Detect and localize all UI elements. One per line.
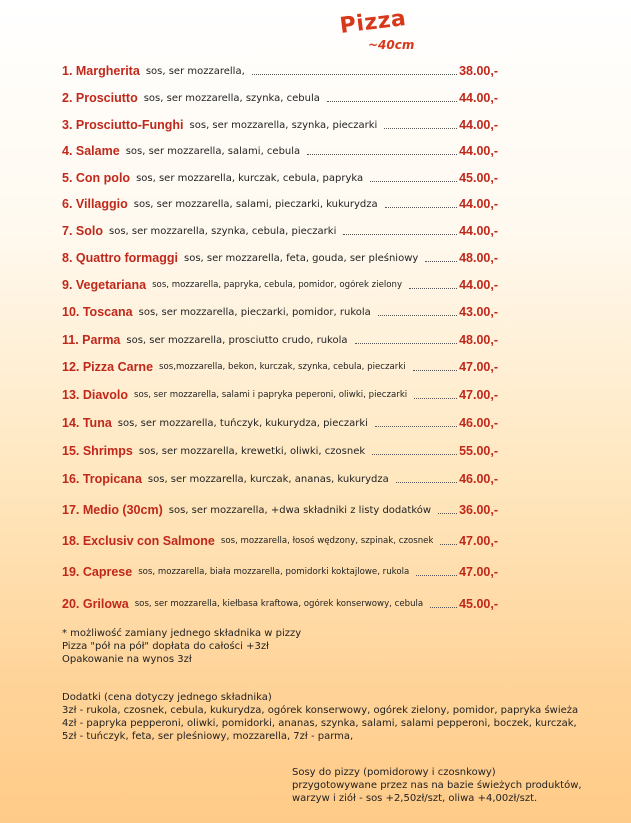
sauces-line: przygotowywane przez nas na bazie świeżych produktów,: [292, 780, 582, 791]
menu-item-description: sos, ser mozzarella, prosciutto crudo, rukola: [126, 334, 348, 346]
menu-item-name: 11. Parma: [62, 333, 121, 347]
menu-item-row: [62, 194, 498, 214]
menu-item-description: sos, ser mozzarella, +dwa składniki z listy dodatków: [168, 504, 432, 516]
menu-item-row: [62, 413, 498, 433]
menu-item-row: [62, 88, 498, 108]
dotted-leader: [413, 370, 457, 371]
dotted-leader: [414, 398, 457, 399]
menu-item-price: 44.00,-: [459, 118, 498, 132]
menu-item-name: 9. Vegetariana: [62, 278, 147, 292]
note-line: * możliwość zamiany jednego składnika w pizzy: [62, 628, 302, 639]
menu-item-price: 47.00,-: [459, 360, 498, 374]
menu-item-row: [62, 302, 498, 322]
extras-section: [62, 691, 622, 743]
menu-item-row: [62, 531, 498, 551]
page-title: Pizza: [338, 5, 408, 39]
menu-item-price: 44.00,-: [459, 197, 498, 211]
menu-item-name: 3. Prosciutto-Funghi: [62, 118, 184, 132]
dotted-leader: [440, 544, 457, 545]
menu-item-row: [62, 275, 498, 295]
menu-item-description: sos, ser mozzarella, szynka, cebula, pieczarki: [108, 225, 337, 237]
menu-item-name: 2. Prosciutto: [62, 91, 138, 105]
dotted-leader: [343, 234, 457, 235]
menu-item-name: 16. Tropicana: [62, 472, 142, 486]
menu-item-price: 43.00,-: [459, 305, 498, 319]
dotted-leader: [425, 261, 457, 262]
dotted-leader: [355, 343, 458, 344]
dotted-leader: [384, 128, 457, 129]
menu-item-row: [62, 441, 498, 461]
dotted-leader: [416, 575, 457, 576]
menu-item-description: sos, mozzarella, papryka, cebula, pomidor, ogórek zielony: [152, 280, 403, 290]
menu-item-name: 12. Pizza Carne: [62, 360, 154, 374]
menu-item-price: 46.00,-: [459, 472, 498, 486]
menu-item-row: [62, 385, 498, 405]
menu-item-name: 15. Shrimps: [62, 444, 133, 458]
dotted-leader: [378, 315, 457, 316]
menu-item-name: 4. Salame: [62, 144, 120, 158]
extras-line: 4zł - papryka pepperoni, oliwki, pomidorki, ananas, szynka, salami, salami pepperoni, boczek, kurczak,: [62, 718, 577, 729]
menu-item-row: [62, 221, 498, 241]
sauces-line: Sosy do pizzy (pomidorowy i czosnkowy): [292, 767, 496, 778]
dotted-leader: [327, 101, 457, 102]
menu-item-description: sos, ser mozzarella, kiełbasa kraftowa, ogórek konserwowy, cebula: [134, 599, 424, 609]
menu-item-row: [62, 330, 498, 350]
menu-item-price: 44.00,-: [459, 224, 498, 238]
dotted-leader: [430, 607, 457, 608]
dotted-leader: [375, 426, 457, 427]
extras-line: 5zł - tuńczyk, feta, ser pleśniowy, mozzarella, 7zł - parma,: [62, 731, 354, 742]
menu-item-price: 45.00,-: [459, 597, 498, 611]
menu-item-price: 48.00,-: [459, 333, 498, 347]
menu-item-name: 18. Exclusiv con Salmone: [62, 534, 215, 548]
menu-item-row: [62, 248, 498, 268]
menu-item-row: [62, 168, 498, 188]
menu-item-description: sos, ser mozzarella, tuńczyk, kukurydza, pieczarki: [117, 417, 368, 429]
menu-item-row: [62, 357, 498, 377]
menu-item-name: 5. Con polo: [62, 171, 131, 185]
menu-item-description: sos, ser mozzarella, szynka, cebula: [143, 92, 320, 104]
menu-item-price: 36.00,-: [459, 503, 498, 517]
menu-item-description: sos, ser mozzarella, kurczak, ananas, kukurydza: [147, 473, 389, 485]
pizza-size-label: ~40cm: [368, 38, 415, 52]
menu-item-row: [62, 61, 498, 81]
menu-item-name: 13. Diavolo: [62, 388, 128, 402]
menu-item-name: 19. Caprese: [62, 565, 133, 579]
menu-item-name: 17. Medio (30cm): [62, 503, 163, 517]
menu-item-price: 44.00,-: [459, 91, 498, 105]
note-line: Pizza "pół na pół" dopłata do całości +3zł: [62, 641, 269, 652]
menu-item-price: 47.00,-: [459, 388, 498, 402]
menu-item-row: [62, 594, 498, 614]
menu-item-name: 14. Tuna: [62, 416, 112, 430]
menu-item-row: [62, 562, 498, 582]
menu-item-description: sos, mozzarella, łosoś wędzony, szpinak, czosnek: [220, 536, 434, 546]
dotted-leader: [252, 74, 457, 75]
menu-item-price: 44.00,-: [459, 278, 498, 292]
menu-item-price: 47.00,-: [459, 534, 498, 548]
menu-item-description: sos, ser mozzarella, kurczak, cebula, papryka: [136, 172, 364, 184]
menu-item-description: sos, ser mozzarella,: [145, 65, 245, 77]
menu-item-row: [62, 115, 498, 135]
menu-item-description: sos,mozzarella, bekon, kurczak, szynka, cebula, pieczarki: [159, 362, 406, 372]
dotted-leader: [372, 454, 457, 455]
menu-item-name: 1. Margherita: [62, 64, 140, 78]
extras-heading: Dodatki (cena dotyczy jednego składnika): [62, 692, 272, 703]
menu-item-price: 38.00,-: [459, 64, 498, 78]
menu-item-description: sos, ser mozzarella, salami i papryka peperoni, oliwki, pieczarki: [134, 390, 408, 400]
extras-line: 3zł - rukola, czosnek, cebula, kukurydza, ogórek konserwowy, ogórek zielony, pomidor, papryka świeża: [62, 705, 579, 716]
dotted-leader: [396, 482, 457, 483]
menu-item-name: 10. Toscana: [62, 305, 133, 319]
sauces-section: [292, 766, 612, 805]
dotted-leader: [307, 154, 457, 155]
dotted-leader: [438, 513, 457, 514]
menu-item-name: 20. Grilowa: [62, 597, 129, 611]
menu-item-name: 7. Solo: [62, 224, 103, 238]
menu-item-price: 44.00,-: [459, 144, 498, 158]
menu-item-price: 47.00,-: [459, 565, 498, 579]
note-line: Opakowanie na wynos 3zł: [62, 654, 192, 665]
menu-item-description: sos, ser mozzarella, salami, pieczarki, kukurydza: [133, 198, 378, 210]
menu-item-description: sos, ser mozzarella, krewetki, oliwki, czosnek: [138, 445, 366, 457]
dotted-leader: [409, 288, 457, 289]
menu-item-row: [62, 141, 498, 161]
menu-item-name: 6. Villaggio: [62, 197, 128, 211]
menu-item-price: 45.00,-: [459, 171, 498, 185]
menu-item-row: [62, 500, 498, 520]
dotted-leader: [370, 181, 457, 182]
menu-item-price: 55.00,-: [459, 444, 498, 458]
dotted-leader: [385, 207, 457, 208]
menu-item-description: sos, ser mozzarella, feta, gouda, ser pleśniowy: [183, 252, 419, 264]
sauces-line: warzyw i ziół - sos +2,50zł/szt, oliwa +4,00zł/szt.: [292, 793, 538, 804]
menu-item-description: sos, ser mozzarella, szynka, pieczarki: [189, 119, 378, 131]
menu-item-description: sos, ser mozzarella, pieczarki, pomidor, rukola: [138, 306, 371, 318]
menu-item-name: 8. Quattro formaggi: [62, 251, 178, 265]
menu-item-price: 46.00,-: [459, 416, 498, 430]
menu-item-price: 48.00,-: [459, 251, 498, 265]
menu-item-description: sos, mozzarella, biała mozzarella, pomidorki koktajlowe, rukola: [138, 567, 410, 577]
menu-item-description: sos, ser mozzarella, salami, cebula: [125, 145, 301, 157]
notes-section: [62, 627, 582, 666]
menu-item-row: [62, 469, 498, 489]
